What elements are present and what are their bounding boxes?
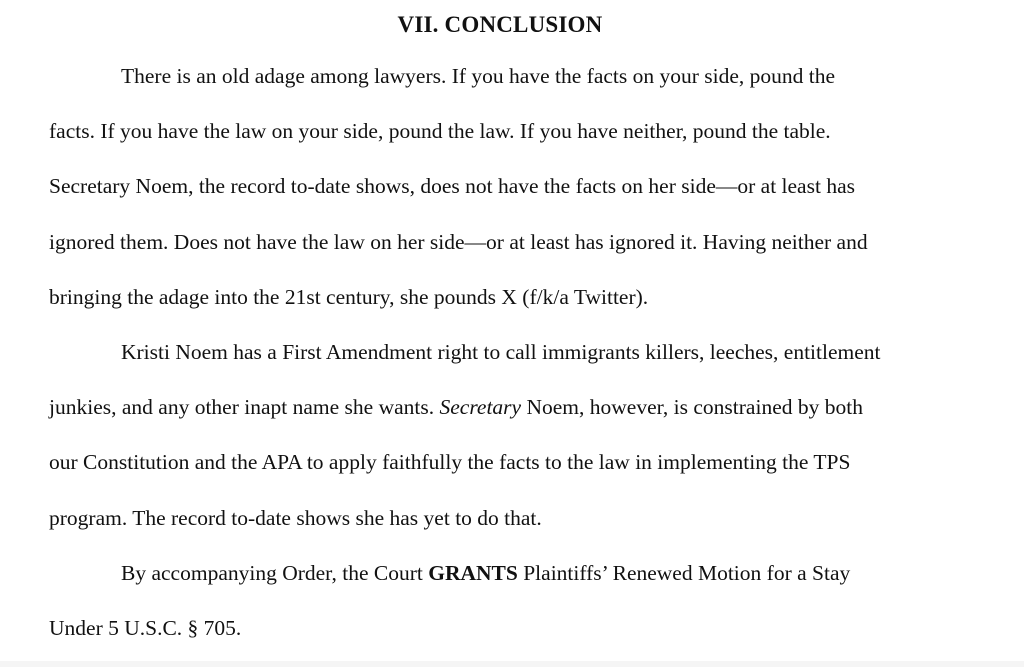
paragraph-1-line-4: ignored them. Does not have the law on her side—or at least has ignored it. Having neither and	[49, 230, 868, 254]
paragraph-1-line-5: bringing the adage into the 21st century, she pounds X (f/k/a Twitter).	[49, 285, 649, 309]
paragraph-2-line-3: our Constitution and the APA to apply faithfully the facts to the law in implementing the TPS	[49, 450, 851, 474]
emphasis-secretary: Secretary	[439, 395, 522, 419]
paragraph-3-line-1-text-before: By accompanying Order, the Court	[121, 561, 429, 585]
paragraph-2-line-1: Kristi Noem has a First Amendment right to call immigrants killers, leeches, entitlement	[121, 340, 881, 364]
paragraph-2-line-2-text-before: junkies, and any other inapt name she wants.	[49, 395, 440, 419]
paragraph-2-line-2-text-after: Noem, however, is constrained by both	[521, 395, 863, 419]
paragraph-2-line-2	[49, 393, 863, 421]
paragraph-1-line-2: facts. If you have the law on your side, pound the law. If you have neither, pound the table.	[49, 119, 831, 143]
paragraph-1-line-1: There is an old adage among lawyers. If you have the facts on your side, pound the	[121, 64, 836, 88]
emphasis-grants: GRANTS	[428, 561, 518, 585]
paragraph-3-line-1-text-after: Plaintiffs’ Renewed Motion for a Stay	[517, 561, 851, 585]
section-heading: VII. CONCLUSION	[397, 12, 603, 37]
paragraph-3-line-2: Under 5 U.S.C. § 705.	[49, 616, 242, 640]
paragraph-1-line-3: Secretary Noem, the record to-date shows, does not have the facts on her side—or at least has	[49, 174, 855, 198]
paragraph-2-line-4: program. The record to-date shows she has yet to do that.	[49, 506, 542, 530]
page-bottom-edge	[0, 661, 1024, 667]
paragraph-3-line-1	[121, 559, 850, 587]
